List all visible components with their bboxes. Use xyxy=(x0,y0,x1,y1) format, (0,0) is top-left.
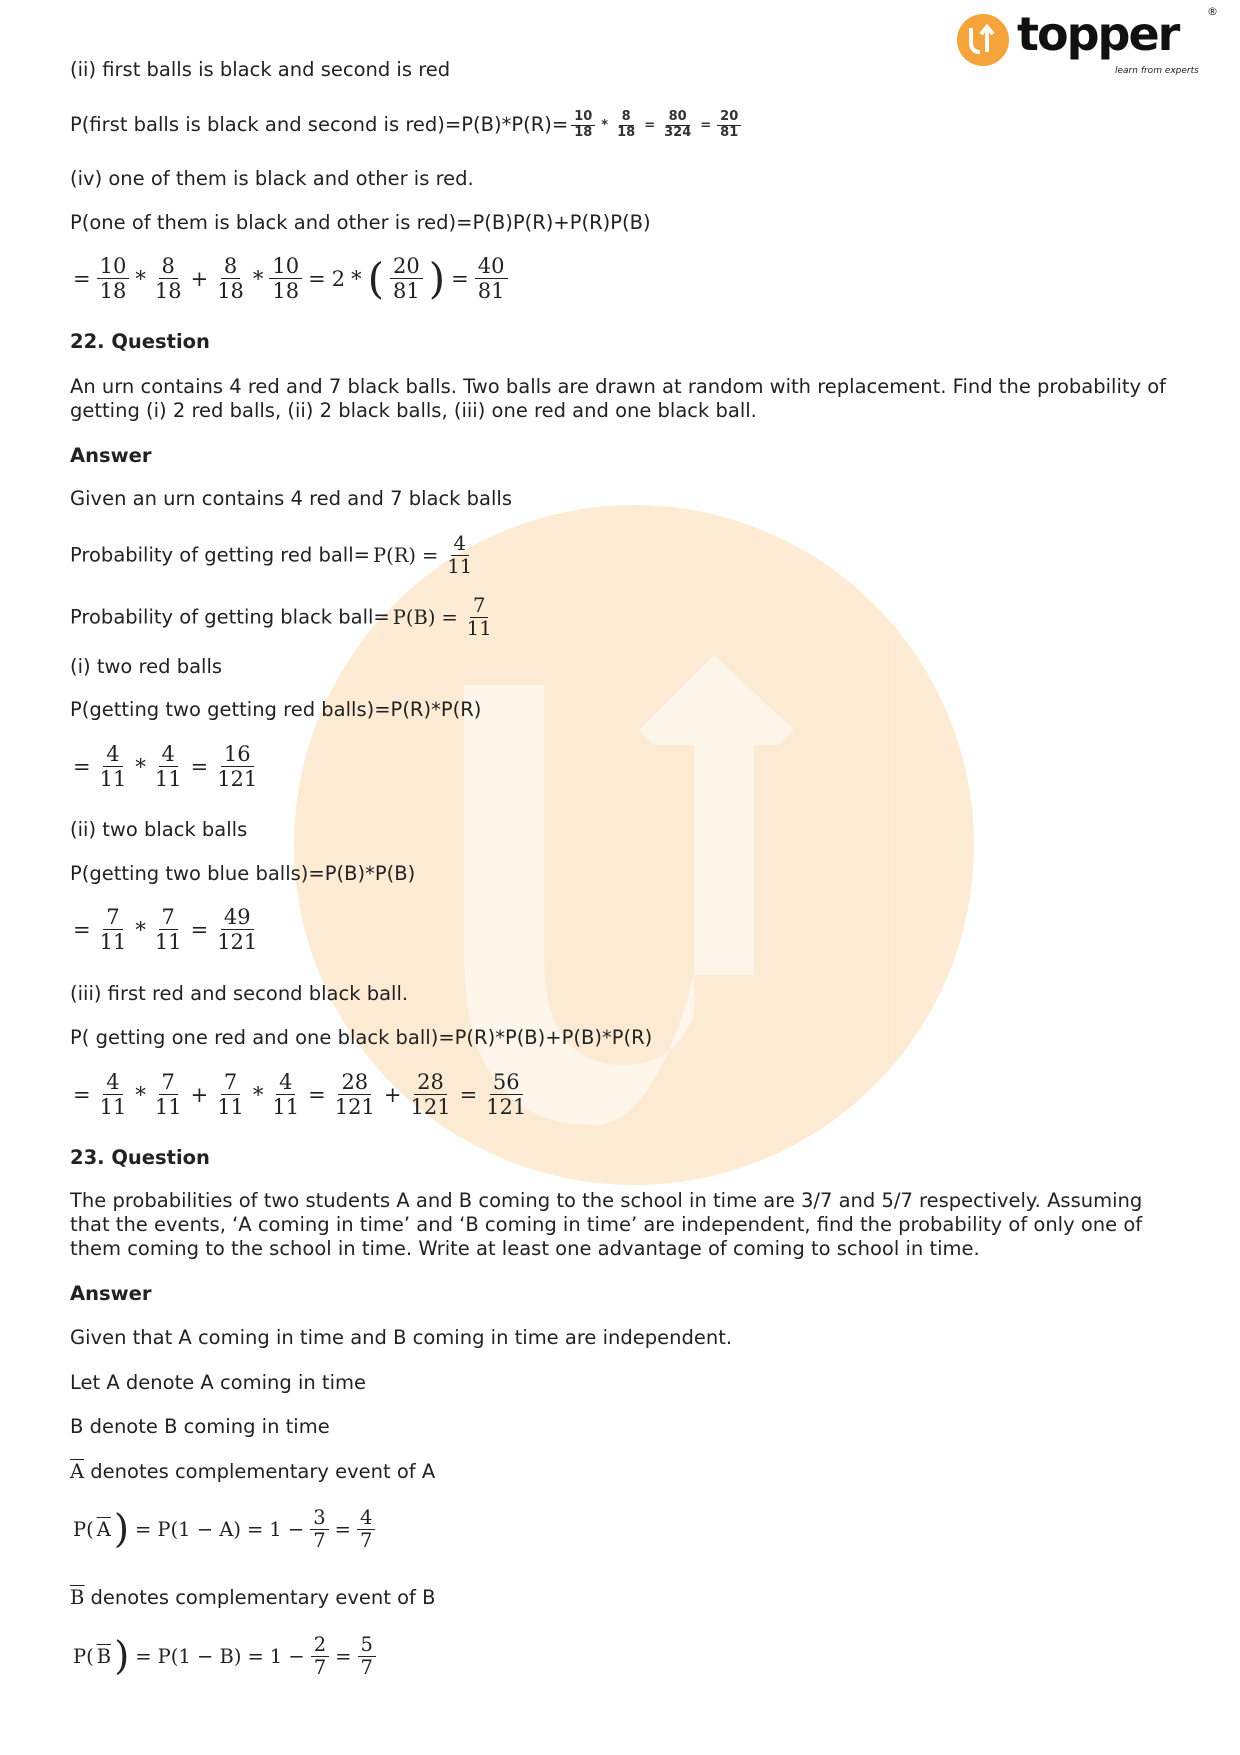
math-token: P( xyxy=(73,1518,94,1542)
math-token: = xyxy=(73,754,91,779)
denominator: 121 xyxy=(334,1095,375,1120)
numerator: 8 xyxy=(619,110,634,126)
fraction xyxy=(310,1507,328,1553)
math-expression xyxy=(370,533,478,579)
math-token: = xyxy=(644,117,656,133)
numerator: 5 xyxy=(358,1634,376,1657)
fraction xyxy=(152,905,185,954)
numerator: 10 xyxy=(97,254,130,279)
question-text: An urn contains 4 red and 7 black balls. Two balls are drawn at random with replacement. Find the probability of getting (i) 2 red balls, (ii) 2 black balls, (iii) one red and one black ball. xyxy=(70,375,1167,422)
math-line xyxy=(70,1507,378,1553)
math-expression xyxy=(70,254,511,303)
math-token: = xyxy=(459,1082,478,1107)
numerator: 7 xyxy=(221,1070,240,1095)
math-expression xyxy=(70,742,263,791)
fraction xyxy=(390,254,423,303)
text-line: B denote B coming in time xyxy=(70,1415,330,1438)
math-token: = xyxy=(246,1518,264,1542)
numerator: 7 xyxy=(159,1070,178,1095)
numerator: 20 xyxy=(390,254,423,279)
math-token: P(1 − B) xyxy=(157,1645,242,1669)
fraction xyxy=(311,1634,329,1680)
text-line: P( getting one red and one black ball)=P(R)*P(B)+P(B)*P(R) xyxy=(70,1026,653,1049)
text-line: P(one of them is black and other is red)=P(B)P(R)+P(R)P(B) xyxy=(70,211,651,234)
math-token: = xyxy=(700,117,712,133)
denominator: 11 xyxy=(272,1095,300,1120)
text-line: P(getting two getting red balls)=P(R)*P(R) xyxy=(70,698,482,721)
math-expression xyxy=(70,1634,379,1680)
math-line xyxy=(70,905,263,954)
numerator: 49 xyxy=(221,905,254,930)
numerator: 4 xyxy=(159,742,178,767)
numerator: 10 xyxy=(269,254,302,279)
math-token: + xyxy=(190,1082,209,1107)
denominator: 11 xyxy=(447,555,473,579)
math-token: ) xyxy=(428,254,446,304)
denominator: 7 xyxy=(360,1656,373,1680)
fraction xyxy=(444,533,475,579)
numerator: 80 xyxy=(666,110,690,126)
math-token: 1 − xyxy=(269,1645,305,1669)
fraction xyxy=(407,1070,453,1119)
math-token: = xyxy=(190,917,209,942)
question-heading: 23. Question xyxy=(70,1146,210,1169)
text-line xyxy=(70,533,478,579)
numerator: 28 xyxy=(338,1070,371,1095)
fraction xyxy=(97,254,130,303)
fraction xyxy=(464,595,495,641)
denominator: 11 xyxy=(154,930,182,955)
fraction xyxy=(214,1070,247,1119)
text-line: (ii) first balls is black and second is red xyxy=(70,58,451,81)
math-token: ( xyxy=(367,254,385,304)
question-heading: 22. Question xyxy=(70,330,210,353)
fraction xyxy=(358,1634,376,1680)
numerator: 40 xyxy=(475,254,508,279)
question-text: The probabilities of two students A and B coming to the school in time are 3/7 and 5/7 respectively. Assuming that the events, ‘A coming in time’ and ‘B coming in time’ are independent, find the probability of only one of them coming to the school in time. Write at least one advantage of coming to school in time. xyxy=(70,1189,1143,1260)
math-token: * xyxy=(601,117,609,133)
denominator: 11 xyxy=(154,1095,182,1120)
text-line xyxy=(70,595,498,641)
numerator: 16 xyxy=(221,742,254,767)
math-line xyxy=(70,1634,379,1680)
numerator: 7 xyxy=(159,905,178,930)
math-token: = xyxy=(308,1082,326,1107)
topper-logo xyxy=(955,6,1235,84)
math-line xyxy=(70,742,263,791)
math-token: * xyxy=(135,754,146,779)
math-token: P(R) xyxy=(372,544,416,568)
math-token: + xyxy=(190,266,209,291)
math-token: * xyxy=(135,266,146,291)
text-line: (ii) two black balls xyxy=(70,818,248,841)
numerator: 20 xyxy=(717,110,741,126)
text-line-label: Probability of getting black ball= xyxy=(70,605,390,629)
numerator: 28 xyxy=(414,1070,447,1095)
text-line-label: denotes complementary event of B xyxy=(84,1586,436,1609)
math-line xyxy=(70,1070,532,1119)
math-token: ) xyxy=(114,1634,130,1680)
complement-symbol: $\overline{A}$ xyxy=(70,1460,85,1483)
denominator: 11 xyxy=(99,767,127,792)
denominator: 7 xyxy=(313,1529,326,1553)
denominator: 81 xyxy=(720,124,739,140)
fraction xyxy=(214,905,260,954)
denominator: 11 xyxy=(466,617,492,641)
text-line: (iii) first red and second black ball. xyxy=(70,982,409,1005)
numerator: 3 xyxy=(310,1507,328,1530)
text-line xyxy=(70,1586,435,1609)
complement-symbol: $\overline{B}$ xyxy=(96,1645,112,1669)
denominator: 121 xyxy=(410,1095,451,1120)
complement-symbol: $\overline{B}$ xyxy=(70,1586,85,1609)
math-token: = xyxy=(73,1082,91,1107)
text-line: Given that A coming in time and B coming in time are independent. xyxy=(70,1326,733,1349)
math-token: = xyxy=(334,1518,352,1542)
fraction xyxy=(571,110,595,141)
math-token: = xyxy=(422,544,439,568)
numerator: 56 xyxy=(490,1070,523,1095)
math-token: P(B) xyxy=(392,606,436,630)
fraction xyxy=(152,1070,185,1119)
denominator: 121 xyxy=(486,1095,527,1120)
math-token: P(1 − A) xyxy=(157,1518,241,1542)
fraction xyxy=(152,742,185,791)
denominator: 11 xyxy=(99,930,127,955)
denominator: 18 xyxy=(154,279,182,304)
text-line xyxy=(70,1460,435,1483)
denominator: 7 xyxy=(360,1529,373,1553)
fraction xyxy=(269,1070,302,1119)
math-token: P( xyxy=(73,1645,94,1669)
numerator: 8 xyxy=(159,254,178,279)
math-token: = xyxy=(135,1518,152,1542)
math-token: * xyxy=(252,1082,264,1107)
math-token: = xyxy=(308,266,326,291)
fraction xyxy=(332,1070,378,1119)
text-line-label: Probability of getting red ball= xyxy=(70,543,370,567)
text-line-label: denotes complementary event of A xyxy=(84,1460,436,1483)
fraction xyxy=(214,254,247,303)
denominator: 11 xyxy=(99,1095,127,1120)
answer-heading: Answer xyxy=(70,444,152,467)
numerator: 4 xyxy=(103,1070,122,1095)
math-expression xyxy=(70,1070,532,1119)
text-line xyxy=(70,110,744,141)
denominator: 324 xyxy=(664,124,692,140)
complement-symbol: $\overline{A}$ xyxy=(96,1518,111,1542)
numerator: 4 xyxy=(276,1070,295,1095)
denominator: 121 xyxy=(217,930,258,955)
denominator: 18 xyxy=(574,124,593,140)
math-token: = xyxy=(73,266,91,291)
numerator: 7 xyxy=(470,595,488,618)
numerator: 7 xyxy=(103,905,122,930)
math-token: = xyxy=(441,606,458,630)
numerator: 10 xyxy=(571,110,595,126)
math-token: * xyxy=(135,917,146,942)
numerator: 4 xyxy=(357,1507,375,1530)
fraction xyxy=(152,254,185,303)
math-expression xyxy=(70,905,263,954)
math-token: = xyxy=(335,1645,352,1669)
denominator: 81 xyxy=(393,279,420,304)
numerator: 2 xyxy=(311,1634,329,1657)
fraction xyxy=(97,905,130,954)
fraction xyxy=(269,254,302,303)
logo-tagline: learn from experts xyxy=(1115,66,1199,76)
denominator: 7 xyxy=(313,1656,327,1680)
text-line: Let A denote A coming in time xyxy=(70,1371,366,1394)
fraction xyxy=(214,742,260,791)
math-token: = xyxy=(247,1645,264,1669)
fraction xyxy=(475,254,508,303)
numerator: 4 xyxy=(103,742,122,767)
fraction xyxy=(483,1070,529,1119)
denominator: 11 xyxy=(217,1095,244,1120)
math-token: = xyxy=(190,754,209,779)
math-token: * xyxy=(135,1082,146,1107)
registered-mark: ® xyxy=(1207,5,1218,18)
answer-heading: Answer xyxy=(70,1282,152,1305)
numerator: 4 xyxy=(451,533,469,556)
math-token: 1 − xyxy=(269,1518,305,1542)
math-expression xyxy=(70,1507,378,1553)
fraction xyxy=(717,110,741,141)
math-line xyxy=(70,254,511,303)
math-token: = xyxy=(73,917,91,942)
math-token: = xyxy=(451,266,469,291)
denominator: 18 xyxy=(272,279,300,304)
math-token: * xyxy=(351,266,362,291)
math-token: + xyxy=(383,1082,402,1107)
denominator: 121 xyxy=(217,767,258,792)
numerator: 8 xyxy=(221,254,240,279)
fraction xyxy=(357,1507,375,1553)
text-line-label: P(first balls is black and second is red)=P(B)*P(R)= xyxy=(70,112,569,136)
math-token: = xyxy=(135,1645,152,1669)
text-line: (i) two red balls xyxy=(70,655,223,678)
math-expression xyxy=(568,110,744,141)
denominator: 18 xyxy=(99,279,127,304)
math-token: * xyxy=(252,266,264,291)
math-expression xyxy=(390,595,498,641)
fraction xyxy=(614,110,638,141)
denominator: 18 xyxy=(217,279,244,304)
denominator: 11 xyxy=(154,767,182,792)
math-token: ) xyxy=(113,1507,130,1553)
math-token: 2 xyxy=(331,266,346,291)
fraction xyxy=(97,742,130,791)
text-line: Given an urn contains 4 red and 7 black balls xyxy=(70,487,512,510)
logo-wordmark: topper xyxy=(1017,7,1179,61)
text-line: P(getting two blue balls)=P(B)*P(B) xyxy=(70,862,416,885)
fraction xyxy=(661,110,694,141)
logo-u-icon xyxy=(957,14,1009,66)
fraction xyxy=(97,1070,130,1119)
denominator: 18 xyxy=(617,124,636,140)
text-line: (iv) one of them is black and other is red. xyxy=(70,167,474,190)
denominator: 81 xyxy=(477,279,505,304)
